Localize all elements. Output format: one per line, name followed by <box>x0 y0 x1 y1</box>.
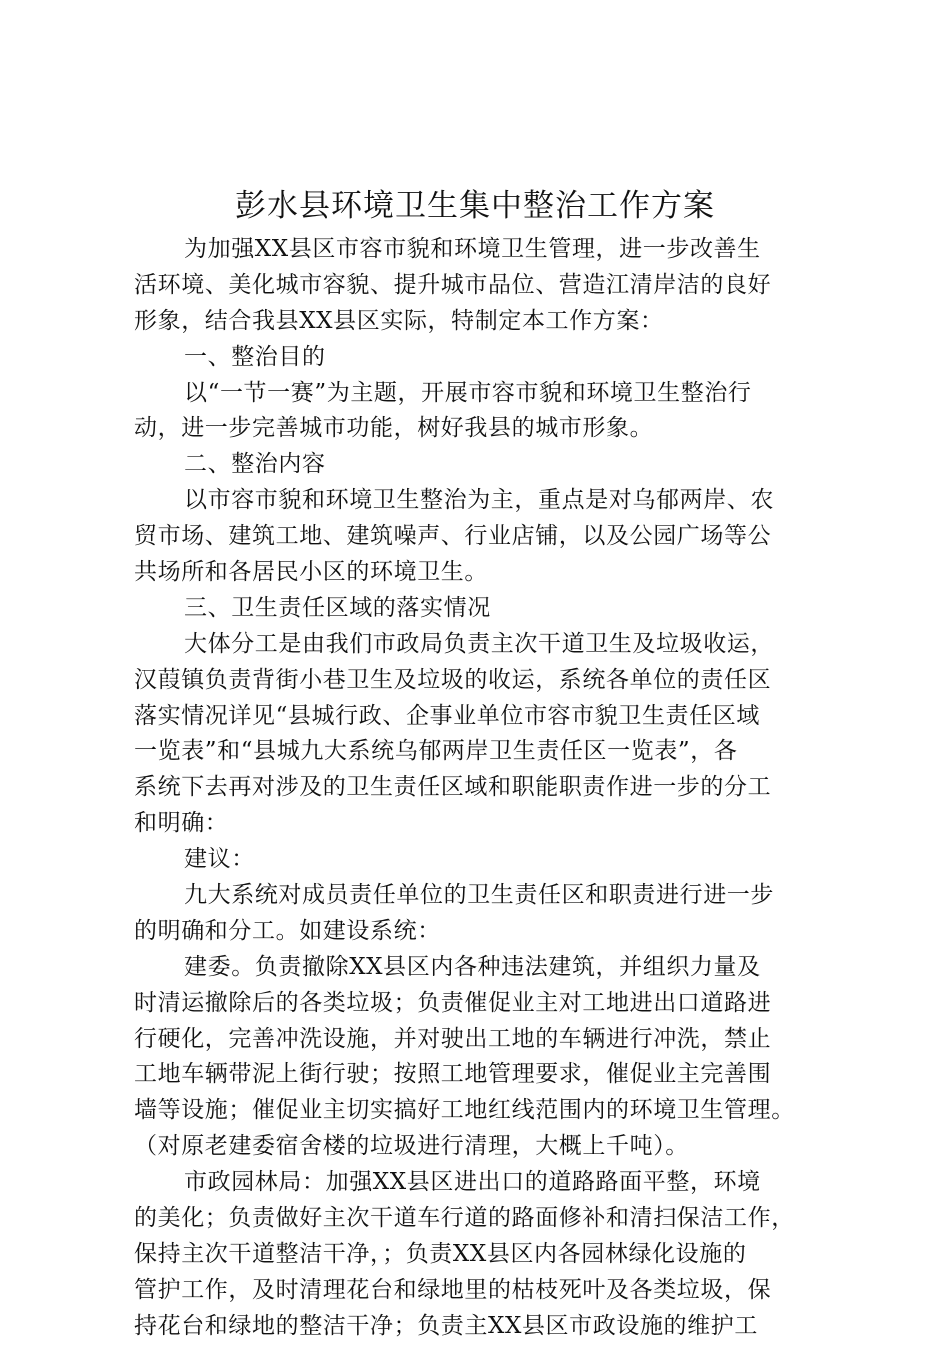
document-line: 九大系统对成员责任单位的卫生责任区和职责进行进一步 <box>184 882 774 909</box>
document-line: 管护工作，及时清理花台和绿地里的枯枝死叶及各类垃圾，保 <box>134 1276 772 1303</box>
document-line: 贸市场、建筑工地、建筑噪声、行业店铺，以及公园广场等公 <box>134 523 772 550</box>
document-body <box>134 232 834 1345</box>
document-line: 墙等设施；催促业主切实搞好工地红线范围内的环境卫生管理。 <box>134 1097 795 1124</box>
document-line: 的美化；负责做好主次干道车行道的路面修补和清扫保洁工作， <box>134 1205 795 1232</box>
document-line: 系统下去再对涉及的卫生责任区域和职能职责作进一步的分工 <box>134 774 772 801</box>
document-line: 二、整治内容 <box>184 451 326 478</box>
document-line: 一、整治目的 <box>184 343 326 370</box>
document-line: 形象，结合我县XX县区实际，特制定本工作方案： <box>134 307 664 334</box>
document-line: 保持主次干道整洁干净，；负责XX县区内各园林绿化设施的 <box>134 1240 747 1267</box>
document-line: 大体分工是由我们市政局负责主次干道卫生及垃圾收运， <box>184 630 774 657</box>
document-line: （对原老建委宿舍楼的垃圾进行清理，大概上千吨）。 <box>134 1133 689 1160</box>
document-line: 市政园林局：加强XX县区进出口的道路路面平整，环境 <box>184 1169 761 1196</box>
document-line: 以市容市貌和环境卫生整治为主，重点是对乌郁两岸、农 <box>184 487 774 514</box>
document-line: 活环境、美化城市容貌、提升城市品位、营造江清岸洁的良好 <box>134 271 772 298</box>
document-line: 行硬化，完善冲洗设施，并对驶出工地的车辆进行冲洗，禁止 <box>134 1025 772 1052</box>
document-line: 持花台和绿地的整洁干净；负责主XX县区市政设施的维护工 <box>134 1312 758 1339</box>
document-line: 的明确和分工。如建设系统： <box>134 917 441 944</box>
document-line: 动，进一步完善城市功能，树好我县的城市形象。 <box>134 415 654 442</box>
document-line: 建议： <box>184 846 255 873</box>
document-line: 以“一节一赛”为主题，开展市容市貌和环境卫生整治行 <box>184 379 752 406</box>
document-line: 汉葭镇负责背街小巷卫生及垃圾的收运，系统各单位的责任区 <box>134 666 772 693</box>
document-line: 一览表”和“县城九大系统乌郁两岸卫生责任区一览表”，各 <box>134 738 738 765</box>
document-line: 工地车辆带泥上街行驶；按照工地管理要求，催促业主完善围 <box>134 1061 772 1088</box>
document-line: 落实情况详见“县城行政、企事业单位市容市貌卫生责任区域 <box>134 702 760 729</box>
document-line: 时清运撤除后的各类垃圾；负责催促业主对工地进出口道路进 <box>134 989 772 1016</box>
document-line: 三、卫生责任区域的落实情况 <box>184 594 491 621</box>
document-line: 共场所和各居民小区的环境卫生。 <box>134 559 488 586</box>
document-line: 建委。负责撤除XX县区内各种违法建筑，并组织力量及 <box>184 953 761 980</box>
document-line: 和明确： <box>134 810 229 837</box>
document-title: 彭水县环境卫生集中整治工作方案 <box>235 188 715 224</box>
document-line: 为加强XX县区市容市貌和环境卫生管理，进一步改善生 <box>184 236 761 262</box>
